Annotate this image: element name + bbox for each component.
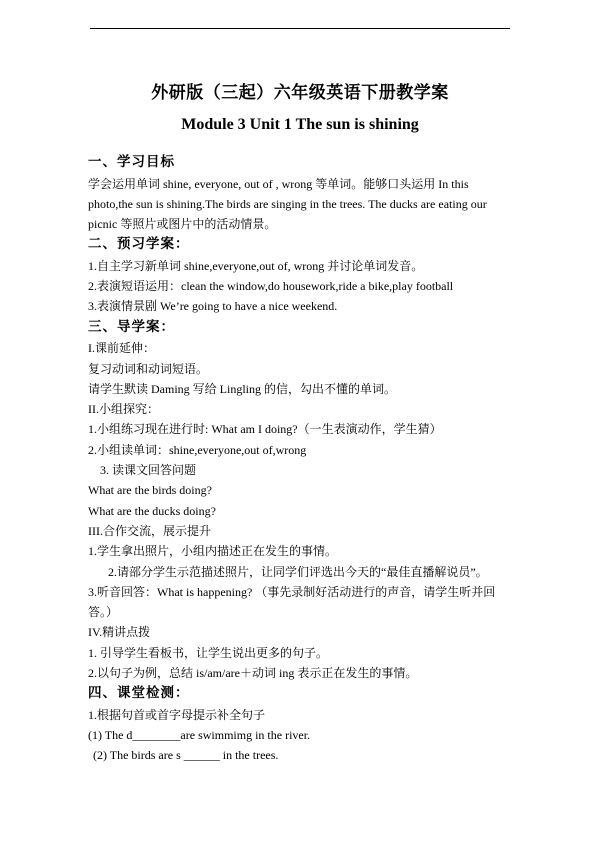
guide-subheading: I.课前延伸：	[88, 341, 155, 356]
section-heading-preview: 二、预习学案：	[88, 236, 190, 253]
preview-item: 1.自主学习新单词 shine,everyone,out of, wrong 并讨论单词发音。	[88, 258, 424, 273]
guide-subheading: III.合作交流，展示提升	[88, 523, 211, 538]
exercise-line: (2) The birds are s ______ in the trees.	[93, 748, 279, 763]
objectives-line: photo,the sun is shining.The birds are singing in the trees. The ducks are eating our	[88, 196, 487, 211]
guide-line: 2.以句子为例，总结 is/am/are＋动词 ing 表示正在发生的事情。	[88, 666, 418, 681]
guide-line: 3. 读课文回答问题	[100, 463, 197, 478]
guide-line: 1. 引导学生看板书，让学生说出更多的句子。	[88, 645, 329, 660]
check-line: 1.根据句首或首字母提示补全句子	[88, 707, 266, 722]
document-title: 外研版（三起）六年级英语下册教学案	[151, 83, 449, 102]
section-heading-guide: 三、导学案：	[88, 318, 175, 335]
exercise-line: (1) The d________are swimmimg in the river.	[88, 728, 311, 743]
guide-line: 复习动词和动词短语。	[88, 361, 209, 376]
guide-line: 2.请部分学生示范描述照片，让同学们评选出今天的“最佳直播解说员”。	[108, 564, 488, 579]
header-rule	[90, 28, 510, 29]
guide-subheading: II.小组探究：	[88, 402, 159, 417]
guide-subheading: IV.精讲点拨	[88, 625, 151, 640]
guide-line: 答。）	[88, 605, 119, 620]
guide-line: 请学生默读 Daming 写给 Lingling 的信，勾出不懂的单词。	[88, 381, 396, 396]
question-line: What are the birds doing?	[88, 483, 212, 498]
section-heading-objectives: 一、学习目标	[88, 154, 175, 170]
guide-line: 3.听音回答：What is happening? （事先录制好活动进行的声音，请学生听并回	[88, 584, 496, 599]
preview-item: 3.表演情景剧 We’re going to have a nice weekend.	[88, 299, 338, 314]
objectives-line: 学会运用单词 shine, everyone, out of , wrong 等单词。能够口头运用 In this	[88, 176, 469, 191]
section-heading-check: 四、课堂检测：	[88, 685, 190, 702]
question-line: What are the ducks doing?	[88, 503, 216, 518]
objectives-line: picnic 等照片或图片中的活动情景。	[88, 217, 277, 232]
document-body	[88, 152, 513, 766]
guide-line: 2.小组读单词：shine,everyone,out of,wrong	[88, 442, 307, 457]
guide-line: 1.学生拿出照片，小组内描述正在发生的事情。	[88, 544, 338, 559]
guide-line: 1.小组练习现在进行时: What am I doing?（一生表演动作，学生猜）	[88, 422, 442, 437]
lesson-subtitle: Module 3 Unit 1 The sun is shining	[181, 116, 419, 133]
preview-item: 2.表演短语运用：clean the window,do housework,ride a bike,play football	[88, 279, 454, 294]
